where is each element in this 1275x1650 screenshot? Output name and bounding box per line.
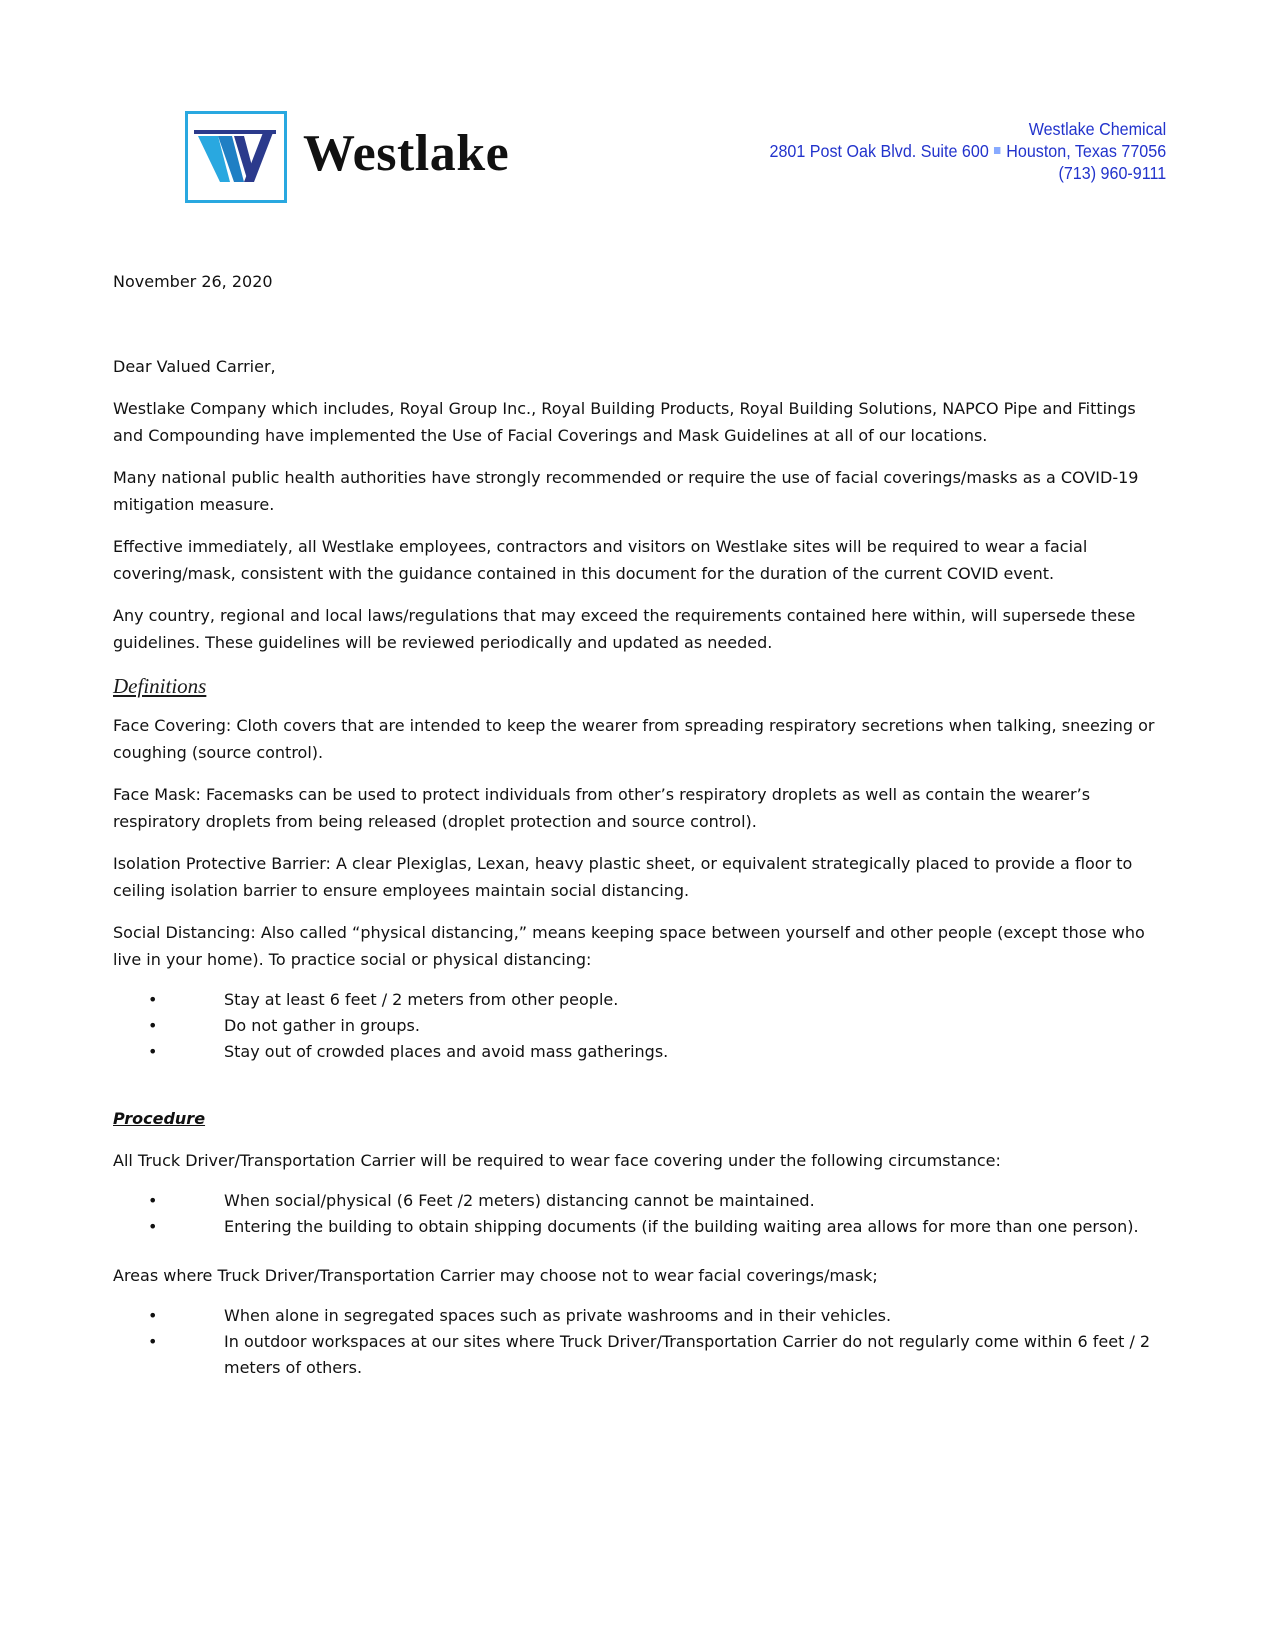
bullet-icon: • <box>148 1332 158 1351</box>
address-street: 2801 Post Oak Blvd. Suite 600 <box>769 141 989 161</box>
salutation: Dear Valued Carrier, <box>113 357 276 376</box>
list-item: • Stay out of crowded places and avoid mass gatherings. <box>113 1039 1163 1065</box>
procedure-intro: All Truck Driver/Transportation Carrier will be required to wear face covering under the following circumstance: <box>113 1151 1001 1170</box>
definitions-heading: Definitions <box>113 674 207 698</box>
address-line <box>769 140 1166 162</box>
areas-list <box>113 1303 1163 1381</box>
list-item: • When alone in segregated spaces such as private washrooms and in their vehicles. <box>113 1303 1163 1329</box>
procedure-heading: Procedure <box>113 1109 206 1128</box>
list-item: • In outdoor workspaces at our sites where Truck Driver/Transportation Carrier do not regularly come within 6 feet / 2 meters of others. <box>113 1329 1163 1381</box>
letter-body <box>113 268 1163 1381</box>
letter-date: November 26, 2020 <box>113 272 273 291</box>
definition-isolation-barrier: Isolation Protective Barrier: A clear Plexiglas, Lexan, heavy plastic sheet, or equivalent strategically placed to provide a floor to ceiling isolation barrier to ensure employees maintain social distancing. <box>113 854 1133 900</box>
procedure-list <box>113 1188 1163 1240</box>
bullet-icon: • <box>148 1306 158 1325</box>
bullet-icon: • <box>148 1191 158 1210</box>
bullet-icon: • <box>148 990 158 1009</box>
list-item: • Entering the building to obtain shipping documents (if the building waiting area allows for more than one person). <box>113 1214 1163 1240</box>
laws-paragraph: Any country, regional and local laws/regulations that may exceed the requirements contained here within, will supersede these guidelines. These guidelines will be reviewed periodically and updated as needed. <box>113 606 1136 652</box>
areas-intro: Areas where Truck Driver/Transportation Carrier may choose not to wear facial coverings/mask; <box>113 1266 878 1285</box>
intro-paragraph: Westlake Company which includes, Royal Group Inc., Royal Building Products, Royal Building Solutions, NAPCO Pipe and Fittings and Compounding have implemented the Use of Facial Coverings and Mask Guidelines at all of our locations. <box>113 399 1136 445</box>
westlake-logo-mark <box>185 111 287 203</box>
bullet-icon: • <box>148 1217 158 1236</box>
address-city: Houston, Texas 77056 <box>1006 141 1166 161</box>
list-item: • Do not gather in groups. <box>113 1013 1163 1039</box>
authorities-paragraph: Many national public health authorities have strongly recommended or require the use of facial coverings/masks as a COVID-19 mitigation measure. <box>113 468 1139 514</box>
list-item: • When social/physical (6 Feet /2 meters) distancing cannot be maintained. <box>113 1188 1163 1214</box>
bullet-icon: • <box>148 1042 158 1061</box>
westlake-w-icon <box>194 122 280 194</box>
list-item: • Stay at least 6 feet / 2 meters from other people. <box>113 987 1163 1013</box>
definition-face-covering: Face Covering: Cloth covers that are intended to keep the wearer from spreading respiratory secretions when talking, sneezing or coughing (source control). <box>113 716 1155 762</box>
definition-face-mask: Face Mask: Facemasks can be used to protect individuals from other’s respiratory droplets as well as contain the wearer’s respiratory droplets from being released (droplet protection and source control). <box>113 785 1091 831</box>
company-name: Westlake Chemical <box>1028 119 1166 139</box>
distancing-list <box>113 987 1163 1065</box>
definition-social-distancing: Social Distancing: Also called “physical distancing,” means keeping space between yourself and other people (except those who live in your home). To practice social or physical distancing: <box>113 923 1145 969</box>
bullet-icon: • <box>148 1016 158 1035</box>
square-separator-icon <box>994 147 1000 154</box>
westlake-logo-text: Westlake <box>303 125 510 182</box>
effective-paragraph: Effective immediately, all Westlake employees, contractors and visitors on Westlake sites will be required to wear a facial covering/mask, consistent with the guidance contained in this document for the duration of the current COVID event. <box>113 537 1088 583</box>
company-phone: (713) 960-9111 <box>1058 163 1166 183</box>
company-address-block <box>769 118 1166 184</box>
